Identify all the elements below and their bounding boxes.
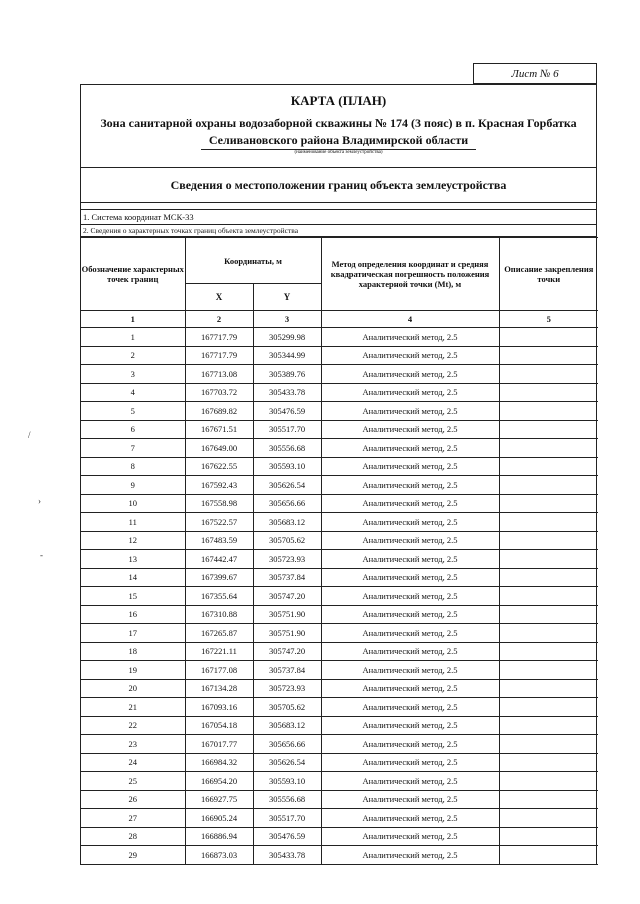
table-row [81, 439, 598, 458]
y-coordinate-cell: 305705.62 [253, 698, 321, 717]
method-cell: Аналитический метод, 2.5 [321, 587, 499, 606]
coord-system-line: 1. Система координат МСК-33 [81, 209, 596, 225]
sheet-number: Лист № 6 [473, 63, 597, 84]
y-coordinate-cell: 305656.66 [253, 494, 321, 513]
method-cell: Аналитический метод, 2.5 [321, 827, 499, 846]
method-cell: Аналитический метод, 2.5 [321, 494, 499, 513]
y-coordinate-cell: 305626.54 [253, 753, 321, 772]
y-coordinate-cell: 305751.90 [253, 624, 321, 643]
point-number-cell: 16 [81, 605, 185, 624]
description-cell [499, 809, 598, 828]
document-frame [80, 84, 597, 865]
method-cell: Аналитический метод, 2.5 [321, 698, 499, 717]
column-number: 4 [321, 311, 499, 328]
y-coordinate-cell: 305747.20 [253, 642, 321, 661]
x-coordinate-cell: 167522.57 [185, 513, 253, 532]
point-number-cell: 8 [81, 457, 185, 476]
y-coordinate-cell: 305683.12 [253, 716, 321, 735]
method-cell: Аналитический метод, 2.5 [321, 383, 499, 402]
description-cell [499, 420, 598, 439]
point-number-cell: 13 [81, 550, 185, 569]
method-cell: Аналитический метод, 2.5 [321, 846, 499, 865]
x-coordinate-cell: 166873.03 [185, 846, 253, 865]
table-row [81, 735, 598, 754]
y-coordinate-cell: 305705.62 [253, 531, 321, 550]
description-cell [499, 328, 598, 347]
y-coordinate-cell: 305626.54 [253, 476, 321, 495]
method-cell: Аналитический метод, 2.5 [321, 605, 499, 624]
table-row [81, 531, 598, 550]
table-row [81, 698, 598, 717]
x-coordinate-cell: 167093.16 [185, 698, 253, 717]
table-row [81, 550, 598, 569]
y-coordinate-cell: 305476.59 [253, 827, 321, 846]
description-cell [499, 457, 598, 476]
y-coordinate-cell: 305737.84 [253, 661, 321, 680]
method-cell: Аналитический метод, 2.5 [321, 439, 499, 458]
column-number: 5 [499, 311, 598, 328]
table-row [81, 605, 598, 624]
y-coordinate-cell: 305723.93 [253, 679, 321, 698]
column-number: 3 [253, 311, 321, 328]
x-coordinate-cell: 167649.00 [185, 439, 253, 458]
description-cell [499, 716, 598, 735]
y-coordinate-cell: 305593.10 [253, 772, 321, 791]
y-coordinate-cell: 305737.84 [253, 568, 321, 587]
description-cell [499, 568, 598, 587]
y-coordinate-cell: 305656.66 [253, 735, 321, 754]
table-row [81, 328, 598, 347]
table-row [81, 642, 598, 661]
table-row [81, 716, 598, 735]
table-row [81, 679, 598, 698]
coordinates-table [81, 237, 598, 865]
description-cell [499, 679, 598, 698]
table-row [81, 809, 598, 828]
point-number-cell: 6 [81, 420, 185, 439]
x-coordinate-cell: 167558.98 [185, 494, 253, 513]
point-number-cell: 22 [81, 716, 185, 735]
method-cell: Аналитический метод, 2.5 [321, 402, 499, 421]
x-coordinate-cell: 166905.24 [185, 809, 253, 828]
description-cell [499, 365, 598, 384]
margin-mark: - [40, 550, 43, 560]
margin-mark: / [28, 430, 31, 440]
x-coordinate-cell: 167703.72 [185, 383, 253, 402]
method-cell: Аналитический метод, 2.5 [321, 568, 499, 587]
points-info-line: 2. Сведения о характерных точках границ объекта землеустройства [81, 225, 596, 237]
point-number-cell: 19 [81, 661, 185, 680]
method-cell: Аналитический метод, 2.5 [321, 328, 499, 347]
point-number-cell: 24 [81, 753, 185, 772]
header-method: Метод определения координат и средняя квадратическая погрешность положения характерной точки (Mt), м [321, 238, 499, 311]
x-coordinate-cell: 167442.47 [185, 550, 253, 569]
table-row [81, 790, 598, 809]
x-coordinate-cell: 167671.51 [185, 420, 253, 439]
point-number-cell: 1 [81, 328, 185, 347]
point-number-cell: 9 [81, 476, 185, 495]
description-cell [499, 624, 598, 643]
y-coordinate-cell: 305476.59 [253, 402, 321, 421]
x-coordinate-cell: 167592.43 [185, 476, 253, 495]
method-cell: Аналитический метод, 2.5 [321, 753, 499, 772]
y-coordinate-cell: 305556.68 [253, 439, 321, 458]
method-cell: Аналитический метод, 2.5 [321, 679, 499, 698]
method-cell: Аналитический метод, 2.5 [321, 365, 499, 384]
method-cell: Аналитический метод, 2.5 [321, 420, 499, 439]
table-row [81, 402, 598, 421]
x-coordinate-cell: 166927.75 [185, 790, 253, 809]
y-coordinate-cell: 305344.99 [253, 346, 321, 365]
description-cell [499, 698, 598, 717]
point-number-cell: 3 [81, 365, 185, 384]
point-number-cell: 11 [81, 513, 185, 532]
x-coordinate-cell: 167017.77 [185, 735, 253, 754]
x-coordinate-cell: 167177.08 [185, 661, 253, 680]
point-number-cell: 20 [81, 679, 185, 698]
description-cell [499, 531, 598, 550]
point-number-cell: 10 [81, 494, 185, 513]
description-cell [499, 790, 598, 809]
y-coordinate-cell: 305433.78 [253, 846, 321, 865]
point-number-cell: 21 [81, 698, 185, 717]
point-number-cell: 26 [81, 790, 185, 809]
y-coordinate-cell: 305517.70 [253, 420, 321, 439]
x-coordinate-cell: 166954.20 [185, 772, 253, 791]
table-row [81, 568, 598, 587]
method-cell: Аналитический метод, 2.5 [321, 642, 499, 661]
method-cell: Аналитический метод, 2.5 [321, 550, 499, 569]
column-number: 1 [81, 311, 185, 328]
y-coordinate-cell: 305433.78 [253, 383, 321, 402]
y-coordinate-cell: 305389.76 [253, 365, 321, 384]
table-row [81, 587, 598, 606]
x-coordinate-cell: 167355.64 [185, 587, 253, 606]
method-cell: Аналитический метод, 2.5 [321, 735, 499, 754]
table-row [81, 457, 598, 476]
description-cell [499, 550, 598, 569]
method-cell: Аналитический метод, 2.5 [321, 346, 499, 365]
header-point-designation: Обозначение характерных точек границ [81, 238, 185, 311]
y-coordinate-cell: 305593.10 [253, 457, 321, 476]
document-subtitle: Зона санитарной охраны водозаборной скважины № 174 (3 пояс) в п. Красная Горбатка Селивановского района Владимирской области [100, 116, 577, 147]
description-cell [499, 661, 598, 680]
table-row [81, 494, 598, 513]
x-coordinate-cell: 167399.67 [185, 568, 253, 587]
description-cell [499, 587, 598, 606]
method-cell: Аналитический метод, 2.5 [321, 809, 499, 828]
description-cell [499, 753, 598, 772]
x-coordinate-cell: 167310.88 [185, 605, 253, 624]
method-cell: Аналитический метод, 2.5 [321, 790, 499, 809]
method-cell: Аналитический метод, 2.5 [321, 661, 499, 680]
method-cell: Аналитический метод, 2.5 [321, 513, 499, 532]
point-number-cell: 14 [81, 568, 185, 587]
point-number-cell: 4 [81, 383, 185, 402]
table-row [81, 827, 598, 846]
point-number-cell: 18 [81, 642, 185, 661]
table-row [81, 513, 598, 532]
description-cell [499, 439, 598, 458]
x-coordinate-cell: 167265.87 [185, 624, 253, 643]
y-coordinate-cell: 305556.68 [253, 790, 321, 809]
description-cell [499, 827, 598, 846]
x-coordinate-cell: 167713.08 [185, 365, 253, 384]
x-coordinate-cell: 167622.55 [185, 457, 253, 476]
y-coordinate-cell: 305751.90 [253, 605, 321, 624]
table-row [81, 772, 598, 791]
method-cell: Аналитический метод, 2.5 [321, 772, 499, 791]
description-cell [499, 846, 598, 865]
table-row [81, 846, 598, 865]
section-title: Сведения о местоположении границ объекта землеустройства [81, 167, 596, 203]
method-cell: Аналитический метод, 2.5 [321, 624, 499, 643]
method-cell: Аналитический метод, 2.5 [321, 716, 499, 735]
x-coordinate-cell: 167134.28 [185, 679, 253, 698]
method-cell: Аналитический метод, 2.5 [321, 531, 499, 550]
method-cell: Аналитический метод, 2.5 [321, 476, 499, 495]
x-coordinate-cell: 166984.32 [185, 753, 253, 772]
header-y: Y [253, 284, 321, 311]
x-coordinate-cell: 166886.94 [185, 827, 253, 846]
point-number-cell: 28 [81, 827, 185, 846]
point-number-cell: 25 [81, 772, 185, 791]
description-cell [499, 494, 598, 513]
point-number-cell: 17 [81, 624, 185, 643]
y-coordinate-cell: 305517.70 [253, 809, 321, 828]
description-cell [499, 513, 598, 532]
y-coordinate-cell: 305747.20 [253, 587, 321, 606]
point-number-cell: 7 [81, 439, 185, 458]
description-cell [499, 772, 598, 791]
description-cell [499, 476, 598, 495]
point-number-cell: 12 [81, 531, 185, 550]
description-cell [499, 383, 598, 402]
x-coordinate-cell: 167717.79 [185, 346, 253, 365]
description-cell [499, 735, 598, 754]
method-cell: Аналитический метод, 2.5 [321, 457, 499, 476]
y-coordinate-cell: 305723.93 [253, 550, 321, 569]
table-row [81, 383, 598, 402]
table-row [81, 420, 598, 439]
description-cell [499, 642, 598, 661]
header-description: Описание закрепления точки [499, 238, 598, 311]
x-coordinate-cell: 167221.11 [185, 642, 253, 661]
table-row [81, 753, 598, 772]
margin-mark: › [38, 496, 41, 506]
description-cell [499, 346, 598, 365]
header-x: X [185, 284, 253, 311]
y-coordinate-cell: 305683.12 [253, 513, 321, 532]
table-row [81, 661, 598, 680]
point-number-cell: 23 [81, 735, 185, 754]
point-number-cell: 5 [81, 402, 185, 421]
table-row [81, 365, 598, 384]
table-row [81, 624, 598, 643]
description-cell [499, 605, 598, 624]
point-number-cell: 15 [81, 587, 185, 606]
description-cell [499, 402, 598, 421]
point-number-cell: 29 [81, 846, 185, 865]
point-number-cell: 2 [81, 346, 185, 365]
x-coordinate-cell: 167483.59 [185, 531, 253, 550]
x-coordinate-cell: 167717.79 [185, 328, 253, 347]
table-row [81, 346, 598, 365]
point-number-cell: 27 [81, 809, 185, 828]
header-coordinates: Координаты, м [185, 238, 321, 284]
subtitle-caption: (наименование объекта землеустройства) [201, 149, 476, 157]
x-coordinate-cell: 167689.82 [185, 402, 253, 421]
table-row [81, 476, 598, 495]
column-number: 2 [185, 311, 253, 328]
y-coordinate-cell: 305299.98 [253, 328, 321, 347]
document-title: КАРТА (ПЛАН) [290, 93, 387, 108]
x-coordinate-cell: 167054.18 [185, 716, 253, 735]
